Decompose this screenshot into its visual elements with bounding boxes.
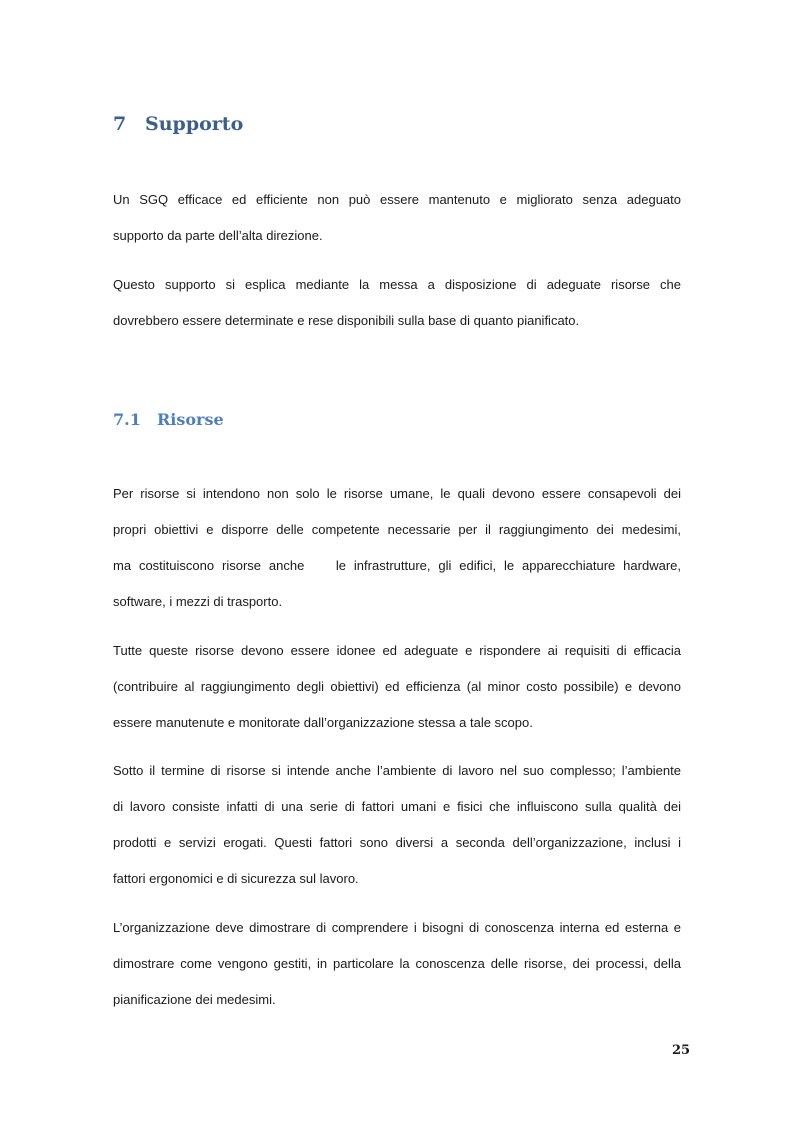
text-line: essere manutenute e monitorate dall’organizzazione stessa a tale scopo. <box>113 715 533 730</box>
text-line: Un SGQ efficace ed efficiente non può essere mantenuto e migliorato senza adeguato <box>113 192 681 207</box>
section-heading <box>113 113 243 135</box>
paragraph-risorse-4 <box>113 910 681 1018</box>
text-line: (contribuire al raggiungimento degli obiettivi) ed efficienza (al minor costo possibile) e devono <box>113 679 681 694</box>
text-line: supporto da parte dell’alta direzione. <box>113 228 323 243</box>
text-line: pianificazione dei medesimi. <box>113 992 276 1007</box>
paragraph-risorse-2 <box>113 633 681 741</box>
text-line: fattori ergonomici e di sicurezza sul lavoro. <box>113 871 359 886</box>
text-line: software, i mezzi di trasporto. <box>113 594 283 609</box>
text-line: Questo supporto si esplica mediante la messa a disposizione di adeguate risorse che <box>113 277 681 292</box>
text-line: Sotto il termine di risorse si intende anche l’ambiente di lavoro nel suo complesso; l’ambiente <box>113 763 681 778</box>
subsection-title: Risorse <box>157 410 224 429</box>
text-line: dimostrare come vengono gestiti, in particolare la conoscenza delle risorse, dei processi, della <box>113 956 681 971</box>
paragraph-intro-1 <box>113 182 681 254</box>
page-number: 25 <box>672 1043 691 1058</box>
text-line: propri obiettivi e disporre delle competente necessarie per il raggiungimento dei medesimi, <box>113 522 681 537</box>
text-line: dovrebbero essere determinate e rese disponibili sulla base di quanto pianificato. <box>113 313 580 328</box>
text-line: prodotti e servizi erogati. Questi fattori sono diversi a seconda dell’organizzazione, inclusi i <box>113 835 681 850</box>
subsection-heading <box>113 410 224 429</box>
paragraph-risorse-1 <box>113 476 681 620</box>
paragraph-risorse-3 <box>113 753 681 897</box>
section-number: 7 <box>113 113 127 135</box>
text-line: L’organizzazione deve dimostrare di comprendere i bisogni di conoscenza interna ed esterna e <box>113 920 681 935</box>
text-line: di lavoro consiste infatti di una serie di fattori umani e fisici che influiscono sulla qualità dei <box>113 799 681 814</box>
paragraph-intro-2 <box>113 267 681 339</box>
subsection-number: 7.1 <box>113 410 141 429</box>
text-line: ma costituiscono risorse anche le infrastrutture, gli edifici, le apparecchiature hardware, <box>113 558 681 573</box>
text-line: Tutte queste risorse devono essere idonee ed adeguate e rispondere ai requisiti di efficacia <box>113 643 681 658</box>
text-line: Per risorse si intendono non solo le risorse umane, le quali devono essere consapevoli dei <box>113 486 681 501</box>
section-title: Supporto <box>145 113 244 135</box>
